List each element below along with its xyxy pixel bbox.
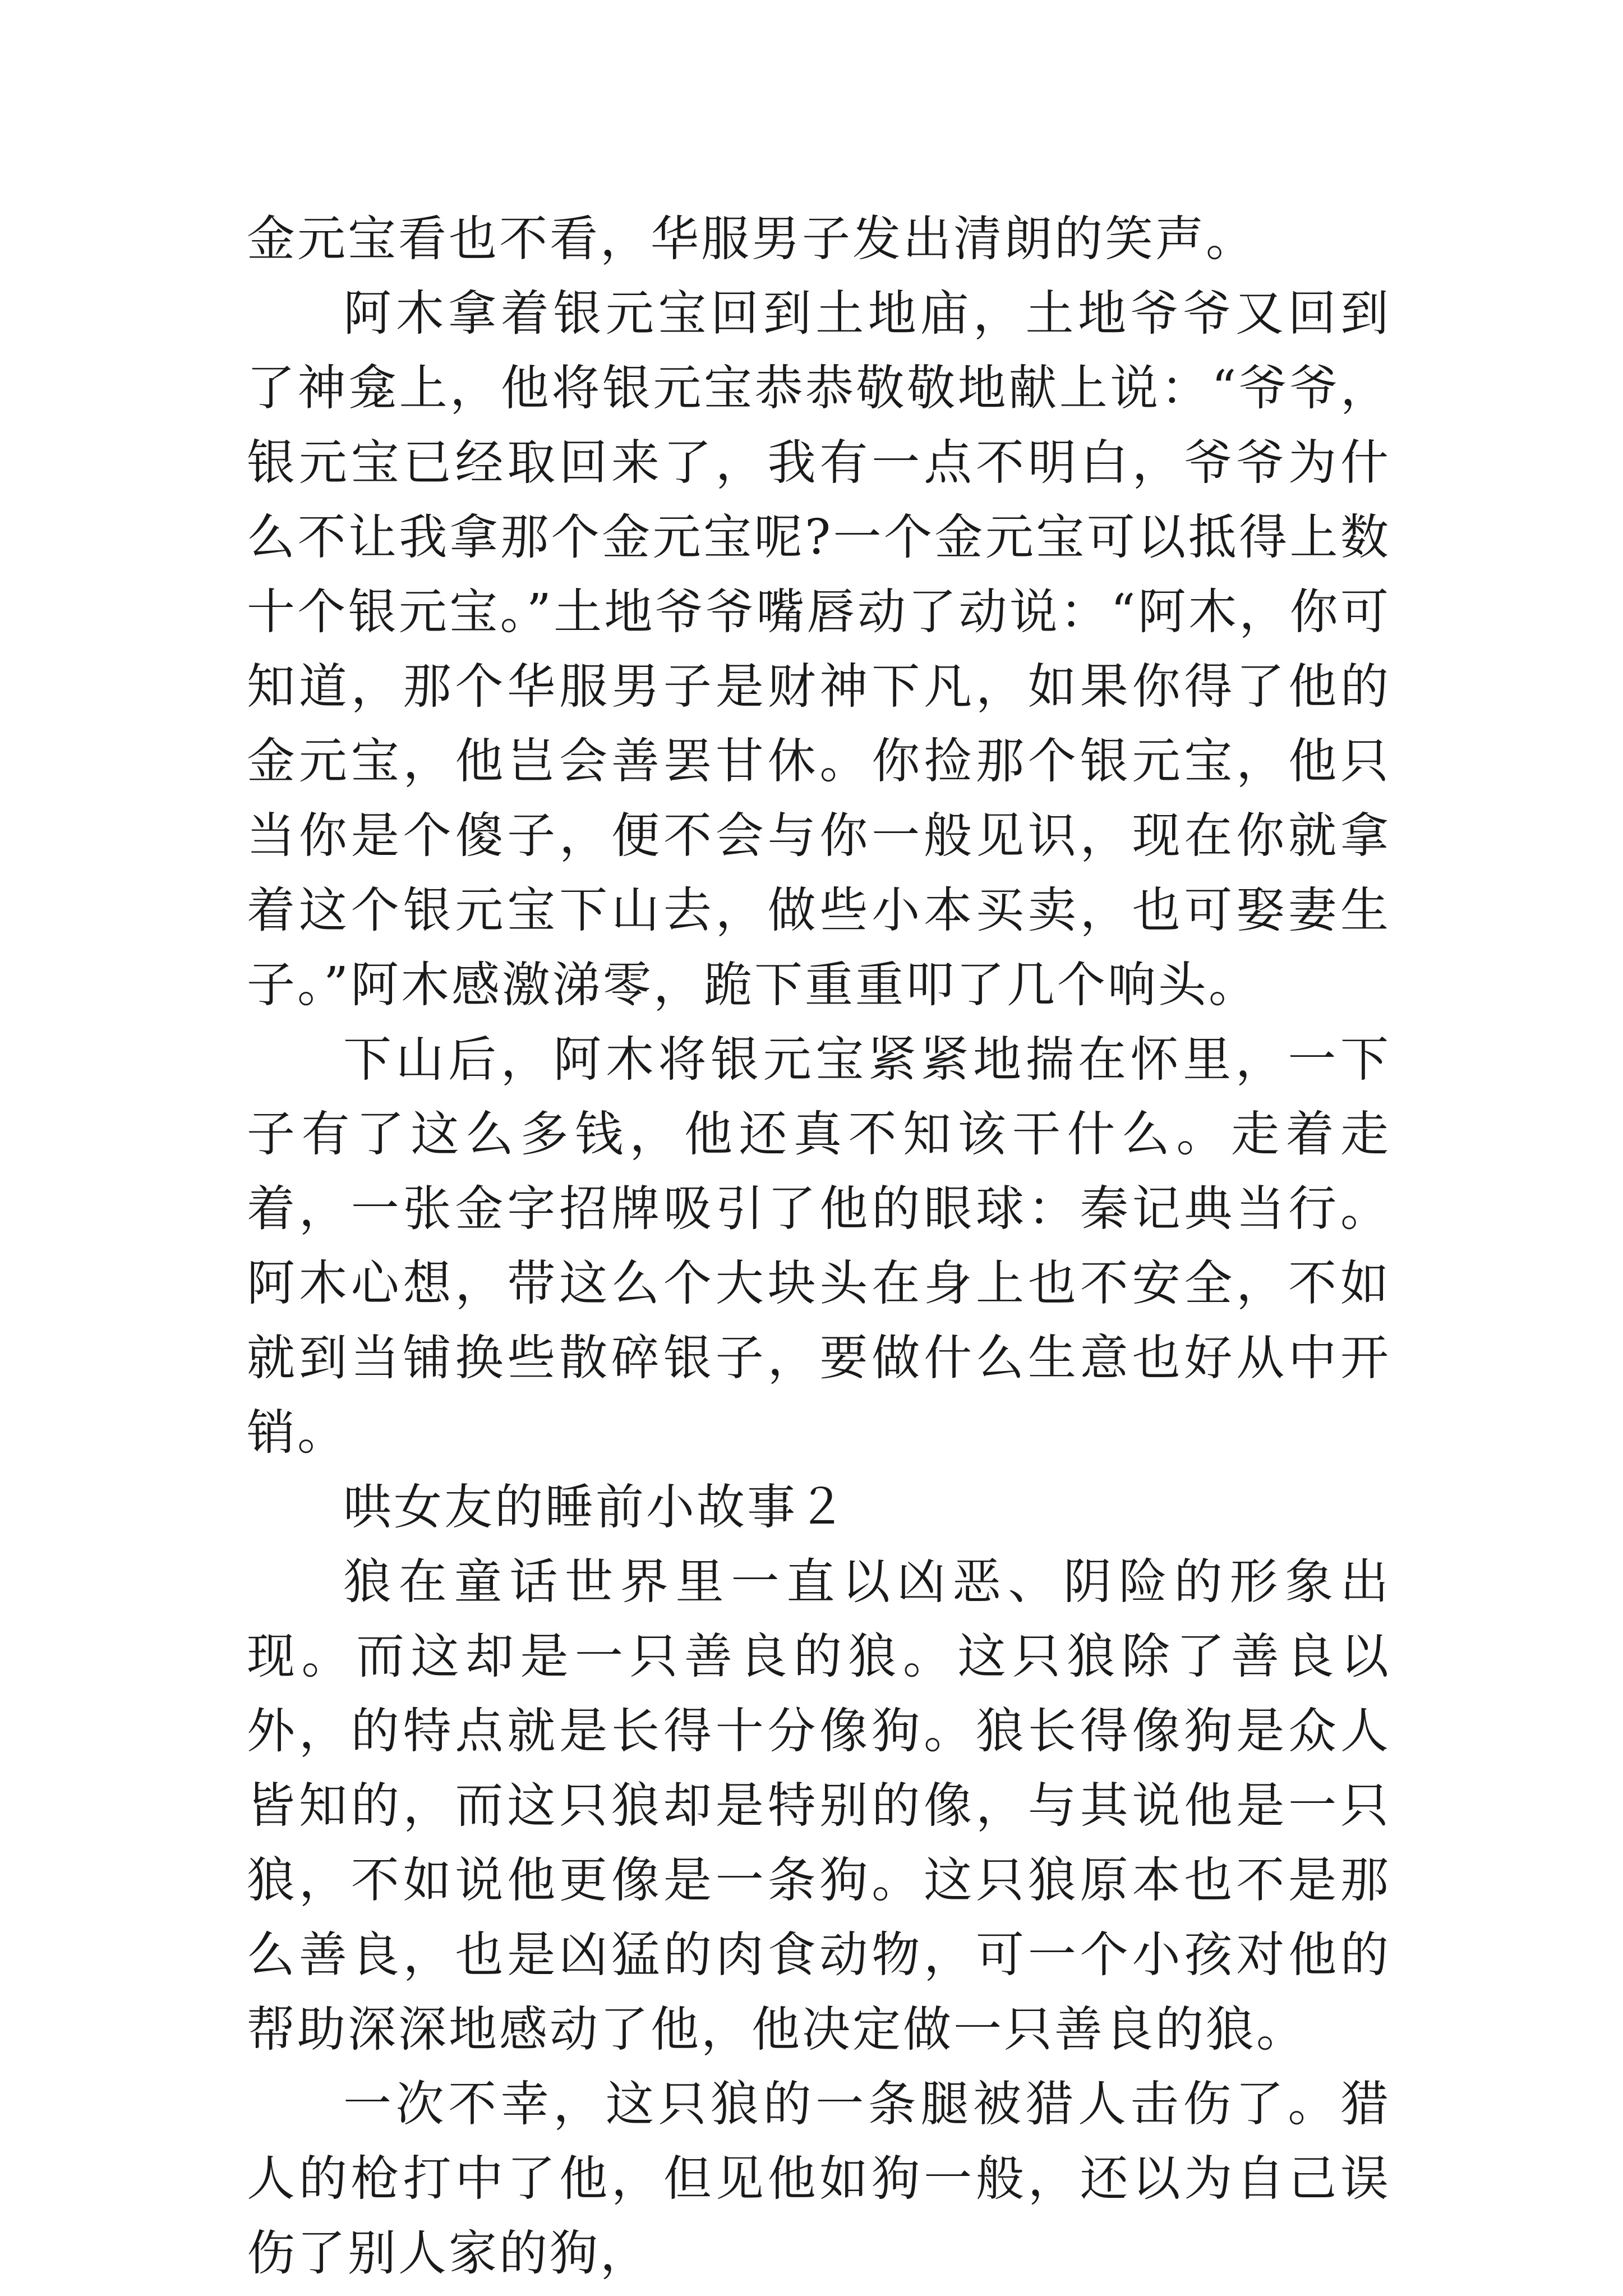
paragraph-tudi-temple: 阿木拿着银元宝回到土地庙，土地爷爷又回到了神龛上，他将银元宝恭恭敬敬地献上说：“爷爷，银元宝已经取回来了，我有一点不明白，爷爷为什么不让我拿那个金元宝呢?一个金元宝可以抵得上数十个银元宝。”土地爷爷嘴唇动了动说：“阿木，你可知道，那个华服男子是财神下凡，如果你得了他的金元宝，他岂会善罢甘休。你捡那个银元宝，他只当你是个傻子，便不会与你一般见识，现在你就拿着这个银元宝下山去，做些小本买卖，也可娶妻生子。”阿木感激涕零，跪下重重叩了几个响头。 [247,286,1391,1013]
document-body [247,202,1391,2291]
section-heading: 哄女友的睡前小故事２ [343,1479,848,1535]
paragraph-kind-wolf: 狼在童话世界里一直以凶恶、阴险的形象出现。而这却是一只善良的狼。这只狼除了善良以外，的特点就是长得十分像狗。狼长得像狗是众人皆知的，而这只狼却是特别的像，与其说他是一只狼，不如说他更像是一条狗。这只狼原本也不是那么善良，也是凶猛的肉食动物，可一个小孩对他的帮助深深地感动了他，他决定做一只善良的狼。 [247,1554,1391,2058]
paragraph-continuation: 金元宝看也不看，华服男子发出清朗的笑声。 [247,211,1256,267]
paragraph-hunter: 一次不幸，这只狼的一条腿被猎人击伤了。猎人的枪打中了他，但见他如狗一般，还以为自己误伤了别人家的狗， [247,2076,1391,2281]
paragraph-down-mountain: 下山后，阿木将银元宝紧紧地揣在怀里，一下子有了这么多钱，他还真不知该干什么。走着走着，一张金字招牌吸引了他的眼球：秦记典当行。阿木心想，带这么个大块头在身上也不安全，不如就到当铺换些散碎银子，要做什么生意也好从中开销。 [247,1032,1391,1461]
